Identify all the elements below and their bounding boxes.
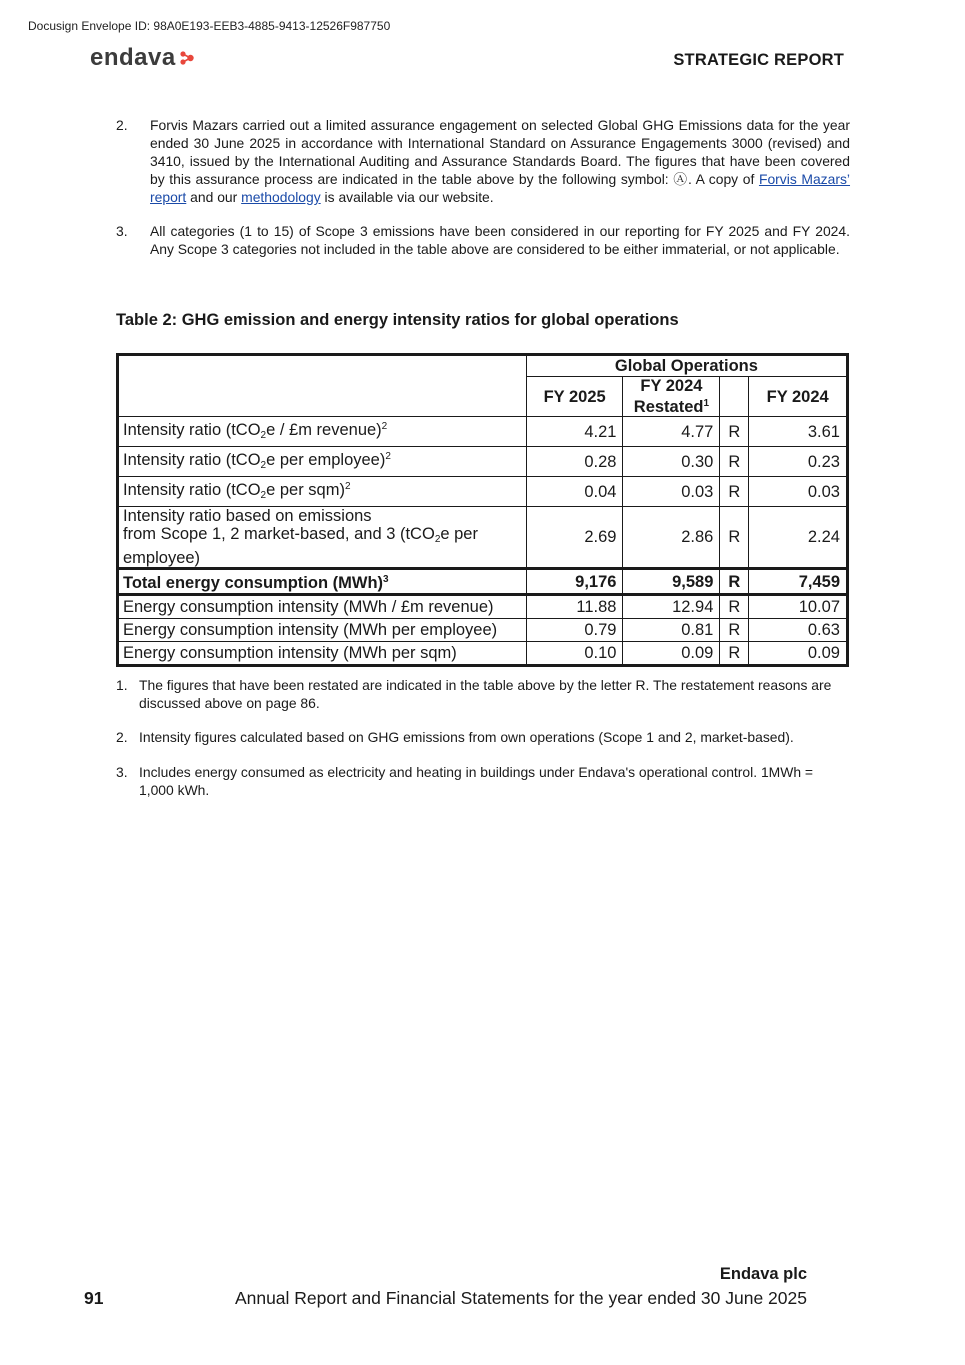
footnote-number: 2.	[116, 729, 128, 745]
footnote-text: The figures that have been restated are indicated in the table above by the letter R. The restatement reasons are discussed above on page 86.	[139, 677, 832, 711]
note-text: All categories (1 to 15) of Scope 3 emissions have been considered in our reporting for FY 2025 and FY 2024. Any Scope 3 categories not included in the table above are considered to be either immaterial, or not applicable.	[150, 223, 850, 257]
row-label: Energy consumption intensity (MWh per sqm)	[118, 642, 527, 666]
value-fy2025: 9,176	[526, 569, 623, 595]
logo-wordmark: endava	[90, 44, 176, 71]
col-restated-flag	[720, 377, 749, 417]
note-number: 3.	[116, 223, 128, 239]
table-title: Table 2: GHG emission and energy intensity ratios for global operations	[116, 311, 679, 329]
ghg-intensity-table	[116, 353, 849, 667]
table-row	[118, 477, 848, 507]
footnote-text: Includes energy consumed as electricity and heating in buildings under Endava's operational control. 1MWh = 1,000 kWh.	[139, 764, 814, 798]
forvis-mazars-report-link[interactable]: Forvis Mazars’ report	[150, 171, 851, 205]
value-fy2024: 2.24	[749, 507, 848, 569]
section-title: STRATEGIC REPORT	[673, 51, 844, 69]
restated-flag: R	[720, 569, 749, 595]
table-row	[118, 417, 848, 447]
note-text: Forvis Mazars carried out a limited assurance engagement on selected Global GHG Emissions data for the year ended 30 June 2025 in accordance with International Standard on Assurance Engagements 3000 (revised) and 3410, issued by the International Auditing and Assurance Standards Board. The figures that have been covered by this assurance process are indicated in the table above by the following symbol: Ⓐ. A copy of Forvis Mazars’ report and our methodology is available via our website.	[150, 117, 851, 205]
restated-flag: R	[720, 595, 749, 619]
value-fy2024-restated: 0.30	[623, 447, 720, 477]
table-row	[118, 595, 848, 619]
restated-flag: R	[720, 447, 749, 477]
value-fy2024: 7,459	[749, 569, 848, 595]
row-label: Energy consumption intensity (MWh / £m revenue)	[118, 595, 527, 619]
value-fy2025: 2.69	[526, 507, 623, 569]
page-number: 91	[84, 1288, 104, 1308]
footnote-number: 3.	[116, 764, 128, 780]
value-fy2025: 11.88	[526, 595, 623, 619]
group-header: Global Operations	[526, 355, 847, 377]
note-number: 2.	[116, 117, 128, 133]
value-fy2024-restated: 9,589	[623, 569, 720, 595]
restated-flag: R	[720, 417, 749, 447]
value-fy2024: 0.63	[749, 619, 848, 642]
note-2	[116, 116, 850, 206]
header-blank	[118, 355, 527, 417]
footnote-text: Intensity figures calculated based on GHG emissions from own operations (Scope 1 and 2, market-based).	[139, 729, 794, 745]
restated-flag: R	[720, 477, 749, 507]
note-3	[116, 222, 850, 258]
value-fy2024: 3.61	[749, 417, 848, 447]
value-fy2024-restated: 2.86	[623, 507, 720, 569]
col-fy2024-restated: FY 2024 Restated$^1$	[623, 377, 720, 417]
value-fy2025: 0.28	[526, 447, 623, 477]
footer-company: Endava plc	[719, 1265, 807, 1283]
value-fy2024: 10.07	[749, 595, 848, 619]
value-fy2024-restated: 12.94	[623, 595, 720, 619]
value-fy2025: 0.04	[526, 477, 623, 507]
value-fy2024: 0.03	[749, 477, 848, 507]
col-fy2024: FY 2024	[749, 377, 848, 417]
value-fy2024: 0.23	[749, 447, 848, 477]
methodology-link[interactable]: methodology	[241, 189, 321, 205]
footnote-3	[116, 763, 850, 799]
restated-flag: R	[720, 507, 749, 569]
docusign-envelope-id: Docusign Envelope ID: 98A0E193-EEB3-4885-9413-12526F987750	[28, 19, 391, 33]
value-fy2024-restated: 0.03	[623, 477, 720, 507]
table-row	[118, 507, 848, 569]
row-label: Energy consumption intensity (MWh per employee)	[118, 619, 527, 642]
footnote-number: 1.	[116, 677, 128, 693]
row-label: Total energy consumption (MWh)$^3$	[118, 569, 527, 595]
footnote-2	[116, 728, 850, 746]
row-label: Intensity ratio (tCO$_2$e / £m revenue)$^2$	[118, 417, 527, 447]
value-fy2025: 0.79	[526, 619, 623, 642]
col-fy2025: FY 2025	[526, 377, 623, 417]
value-fy2025: 4.21	[526, 417, 623, 447]
footer-report-title: Annual Report and Financial Statements for the year ended 30 June 2025	[234, 1288, 807, 1308]
value-fy2024-restated: 0.09	[623, 642, 720, 666]
value-fy2024: 0.09	[749, 642, 848, 666]
row-label: Intensity ratio (tCO$_2$e per sqm)$^2$	[118, 477, 527, 507]
value-fy2024-restated: 0.81	[623, 619, 720, 642]
row-label: Intensity ratio (tCO$_2$e per employee)$^2$	[118, 447, 527, 477]
footnote-1	[116, 676, 850, 712]
value-fy2024-restated: 4.77	[623, 417, 720, 447]
table-row	[118, 447, 848, 477]
table-row-total	[118, 569, 848, 595]
restated-flag: R	[720, 619, 749, 642]
row-label: Intensity ratio based on emissions from Scope 1, 2 market-based, and 3 (tCO$_2$e per employee)	[118, 507, 527, 569]
table-row	[118, 642, 848, 666]
endava-mark-icon	[179, 50, 195, 66]
assurance-symbol: Ⓐ	[673, 171, 688, 187]
restated-flag: R	[720, 642, 749, 666]
value-fy2025: 0.10	[526, 642, 623, 666]
endava-logo	[90, 44, 195, 72]
table-row	[118, 619, 848, 642]
